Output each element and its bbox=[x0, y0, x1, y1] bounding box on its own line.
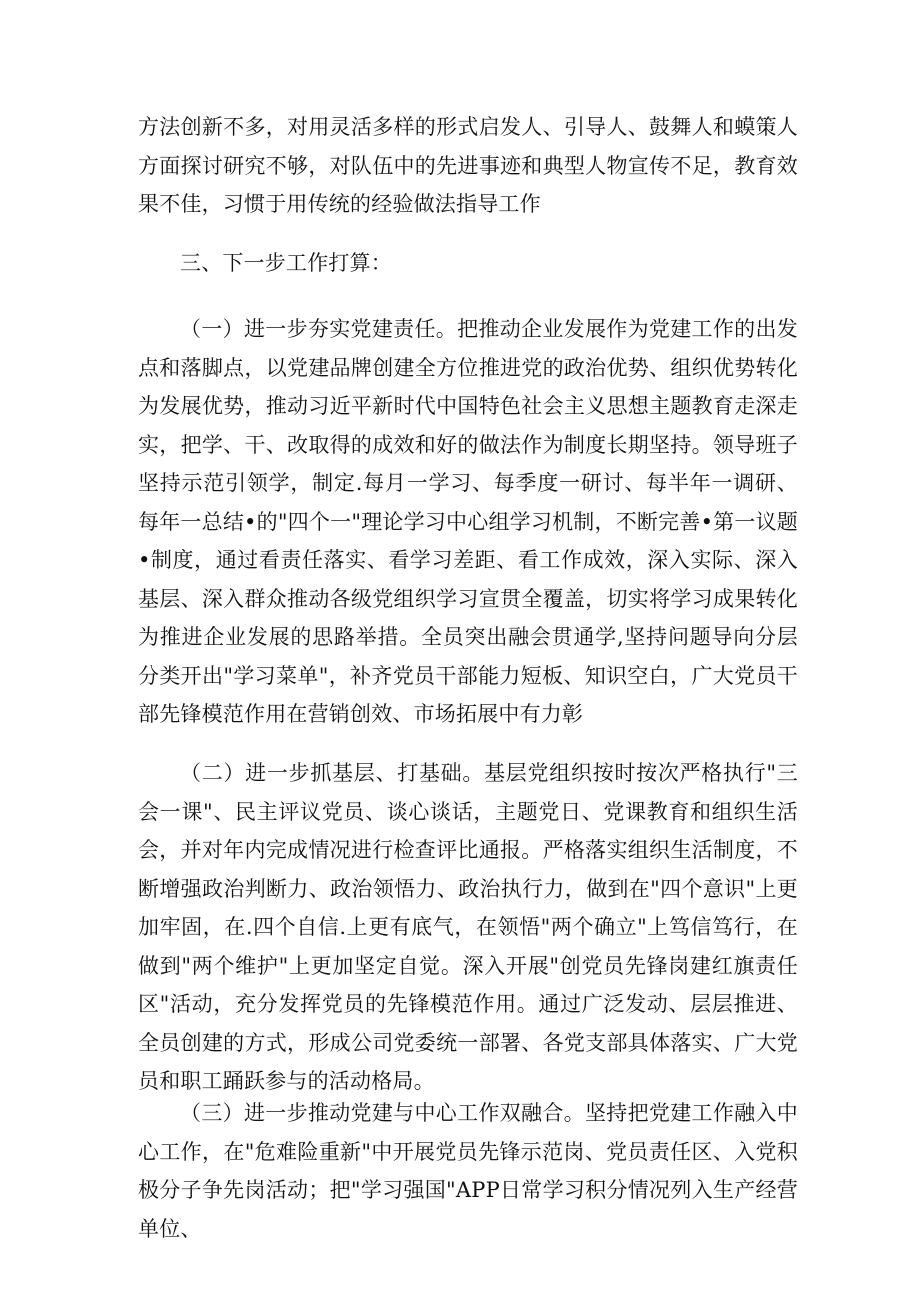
paragraph-item-1: （一）进一步夯实党建责任。把推动企业发展作为党建工作的出发点和落脚点，以党建品牌创建全方位推进党的政治优势、组织优势转化为发展优势，推动习近平新时代中国特色社会主义思想主题教育走深走实，把学、干、改取得的成效和好的做法作为制度长期坚持。领导班子坚持示范引领学，制定.每月一学习、每季度一研讨、每半年一调研、每年一总结•的"四个一"理论学习中心组学习机制，不断完善•第一议题•制度，通过看责任落实、看学习差距、看工作成效，深入实际、深入基层、深入群众推动各级党组织学习宣贯全覆盖，切实将学习成果转化为推进企业发展的思路举措。全员突出融会贯通学,坚持问题导向分层分类开出"学习菜单"，补齐党员干部能力短板、知识空白，广大党员干部先锋模范作用在营销创效、市场拓展中有力彰 bbox=[138, 317, 798, 726]
paragraph-item-3: （三）进一步推动党建与中心工作双融合。坚持把党建工作融入中心工作，在"危难险重新"中开展党员先锋示范岗、党员责任区、入党积极分子争先岗活动；把"学习强国"APP日常学习积分情况列入生产经营单位、 bbox=[138, 1101, 798, 1241]
section-heading: 三、下一步工作打算： bbox=[180, 251, 392, 275]
paragraph-item-2: （二）进一步抓基层、打基础。基层党组织按时按次严格执行"三会一课"、民主评议党员、谈心谈话，主题党日、党课教育和组织生活会，并对年内完成情况进行检查评比通报。严格落实组织生活制度，不断增强政治判断力、政治领悟力、政治执行力，做到在"四个意识"上更加牢固，在.四个自信.上更有底气，在领悟"两个确立"上笃信笃行，在做到"两个维护"上更加坚定自觉。深入开展"创党员先锋岗建红旗责任区"活动，充分发挥党员的先锋模范作用。通过广泛发动、层层推进、全员创建的方式，形成公司党委统一部署、各党支部具体落实、广大党员和职工踊跃参与的活动格局。 bbox=[138, 761, 798, 1093]
intro-paragraph: 方法创新不多，对用灵活多样的形式启发人、引导人、鼓舞人和蟆策人方面探讨研究不够，对队伍中的先进事迹和典型人物宣传不足，教育效果不佳，习惯于用传统的经验做法指导工作 bbox=[138, 115, 798, 216]
